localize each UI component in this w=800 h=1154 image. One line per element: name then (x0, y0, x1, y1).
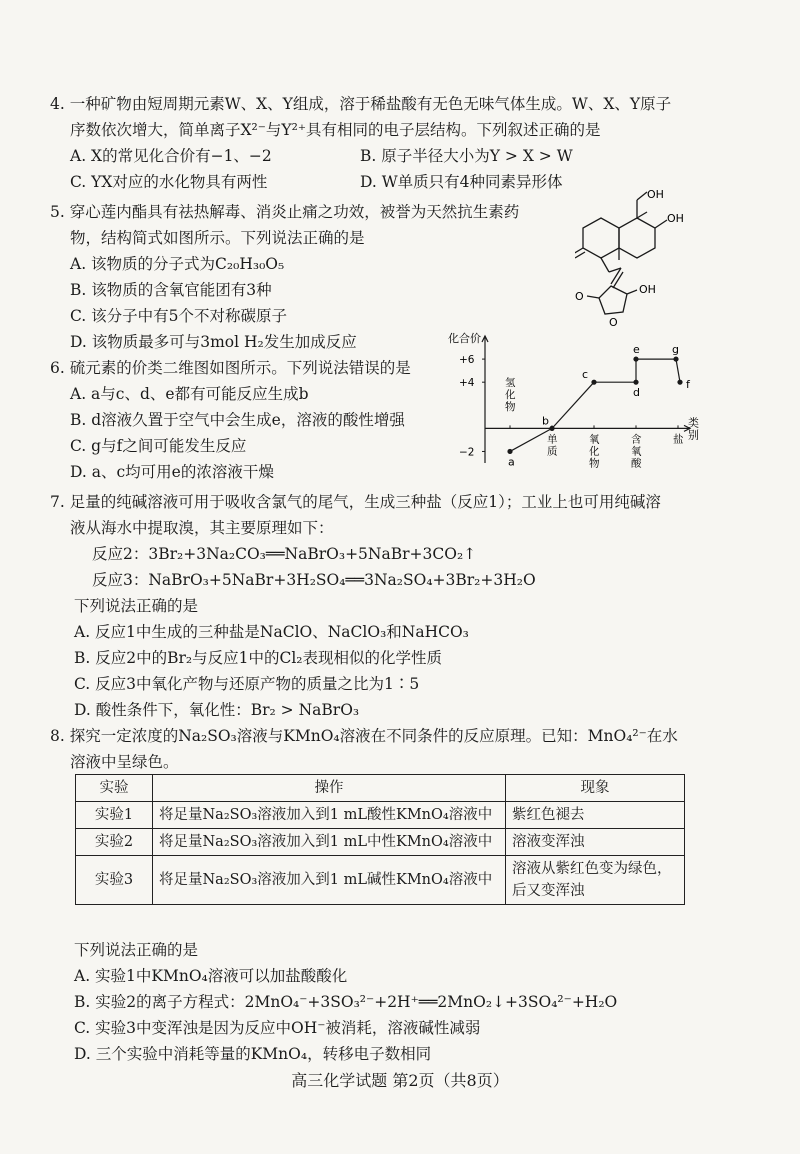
q5-option-c: C. 该分子中有5个不对称碳原子 (70, 307, 288, 325)
q8-option-d: D. 三个实验中消耗等量的KMnO₄，转移电子数相同 (74, 1045, 432, 1063)
q7-reaction-3: 反应3：NaBrO₃+5NaBr+3H₂SO₄══3Na₂SO₄+3Br₂+3H₂O (92, 571, 536, 589)
x-tick-label: 氧 (589, 433, 600, 446)
x-axis-label: 类 (688, 416, 699, 430)
q4-option-d: D. W单质只有4种同素异形体 (360, 173, 563, 191)
q8-option-a: A. 实验1中KMnO₄溶液可以加盐酸酸化 (74, 967, 348, 985)
q4-option-a: A. X的常见化合价有−1、−2 (70, 147, 272, 165)
row1-phenomenon: 紫红色褪去 (506, 802, 685, 829)
q5-option-d: D. 该物质最多可与3mol H₂发生加成反应 (70, 333, 357, 351)
x-tick-label: 化 (589, 445, 600, 458)
q4-option-c: C. YX对应的水化物具有两性 (70, 173, 268, 191)
x-tick-label: 氢 (505, 377, 516, 390)
structure-label-oh-top: OH (647, 190, 664, 201)
q5-stem-line2: 物，结构简式如图所示。下列说法正确的是 (70, 229, 365, 247)
q8-option-b: B. 实验2的离子方程式：2MnO₄⁻+3SO₃²⁻+2H⁺══2MnO₂↓+3SO₄²⁻+H₂O (74, 993, 618, 1011)
q6-option-d: D. a、c均可用e的浓溶液干燥 (70, 463, 274, 481)
q5-option-b: B. 该物质的含氧官能团有3种 (70, 281, 272, 299)
series-line (510, 428, 552, 451)
data-point-label: f (686, 378, 690, 392)
q7-stem-line1: 7. 足量的纯碱溶液可用于吸收含氯气的尾气，生成三种盐（反应1）；工业上也可用纯碱溶 (50, 493, 661, 511)
row3-name: 实验3 (76, 856, 153, 905)
data-point-label: c (582, 368, 589, 382)
row1-operation: 将足量Na₂SO₃溶液加入到1 mL酸性KMnO₄溶液中 (153, 802, 506, 829)
row2-name: 实验2 (76, 829, 153, 856)
q6-stem: 6. 硫元素的价类二维图如图所示。下列说法错误的是 (50, 359, 411, 377)
x-tick-label: 单 (547, 433, 558, 446)
data-point-label: a (508, 455, 515, 469)
q6-option-c: C. g与f之间可能发生反应 (70, 437, 247, 455)
q8-stem-line2: 溶液中呈绿色。 (70, 753, 179, 771)
molecular-structure-figure (575, 190, 715, 340)
data-point-label: b (542, 414, 549, 428)
table-row (76, 856, 685, 905)
table-row (76, 802, 685, 829)
q7-option-a: A. 反应1中生成的三种盐是NaClO、NaClO₃和NaHCO₃ (74, 623, 469, 641)
x-tick-label: 质 (547, 445, 558, 458)
q8-stem-line1: 8. 探究一定浓度的Na₂SO₃溶液与KMnO₄溶液在不同条件的反应原理。已知：MnO₄²⁻在水 (50, 727, 678, 745)
row3-phenomenon: 溶液从紫红色变为绿色，后又变浑浊 (506, 856, 685, 905)
experiment-table (75, 774, 685, 905)
q5-stem-line1: 5. 穿心莲内酯具有祛热解毒、消炎止痛之功效，被誉为天然抗生素药 (50, 203, 520, 221)
x-tick-label: 盐 (673, 433, 684, 446)
x-tick-label: 化 (505, 389, 516, 402)
data-point (591, 380, 596, 385)
q4-stem-line2: 序数依次增大，简单离子X²⁻与Y²⁺具有相同的电子层结构。下列叙述正确的是 (70, 121, 601, 139)
data-point (633, 356, 638, 361)
series-line (552, 382, 594, 428)
q7-option-b: B. 反应2中的Br₂与反应1中的Cl₂表现相似的化学性质 (74, 649, 443, 667)
q6-option-a: A. a与c、d、e都有可能反应生成b (70, 385, 309, 403)
y-tick-label: +6 (459, 354, 475, 367)
row3-operation: 将足量Na₂SO₃溶液加入到1 mL碱性KMnO₄溶液中 (153, 856, 506, 905)
header-operation: 操作 (153, 775, 506, 802)
table-row (76, 829, 685, 856)
data-point (677, 380, 682, 385)
x-tick-label: 酸 (631, 457, 642, 470)
x-axis-label: 别 (688, 428, 699, 442)
data-point (633, 380, 638, 385)
q4-option-b: B. 原子半径大小为Y > X > W (360, 147, 573, 165)
y-tick-label: +4 (459, 377, 475, 390)
q7-option-c: C. 反应3中氧化产物与还原产物的质量之比为1∶5 (74, 675, 420, 693)
y-tick-label: −2 (459, 446, 475, 459)
structure-label-carbonyl-o: O (575, 290, 584, 303)
y-axis-label: 化合价 (448, 332, 481, 345)
x-tick-label: 物 (589, 457, 600, 470)
q7-ask: 下列说法正确的是 (74, 597, 199, 615)
x-tick-label: 物 (505, 401, 516, 414)
series-line (676, 359, 680, 382)
data-point-label: d (633, 386, 640, 400)
data-point (673, 356, 678, 361)
q7-option-d: D. 酸性条件下，氧化性：Br₂ > NaBrO₃ (74, 701, 360, 719)
x-tick-label: 氧 (631, 445, 642, 458)
structure-label-ring-o: O (609, 316, 618, 329)
q8-ask: 下列说法正确的是 (74, 941, 199, 959)
data-point-label: g (672, 343, 679, 357)
row1-name: 实验1 (76, 802, 153, 829)
header-experiment: 实验 (76, 775, 153, 802)
data-point (549, 426, 554, 431)
header-phenomenon: 现象 (506, 775, 685, 802)
q7-reaction-2: 反应2：3Br₂+3Na₂CO₃══NaBrO₃+5NaBr+3CO₂↑ (92, 545, 477, 563)
q7-stem-line2: 液从海水中提取溴，其主要原理如下： (70, 519, 334, 537)
data-point-label: e (633, 343, 640, 357)
table-header-row (76, 775, 685, 802)
data-point (507, 449, 512, 454)
q5-option-a: A. 该物质的分子式为C₂₀H₃₀O₅ (70, 255, 285, 273)
page-footer: 高三化学试题 第2页（共8页） (291, 1071, 509, 1090)
row2-phenomenon: 溶液变浑浊 (506, 829, 685, 856)
q6-option-b: B. d溶液久置于空气中会生成e，溶液的酸性增强 (70, 411, 405, 429)
structure-label-oh-lactone: OH (639, 283, 656, 296)
x-tick-label: 含 (631, 433, 642, 446)
row2-operation: 将足量Na₂SO₃溶液加入到1 mL中性KMnO₄溶液中 (153, 829, 506, 856)
sulfur-valence-chart (440, 328, 700, 478)
q8-option-c: C. 实验3中变浑浊是因为反应中OH⁻被消耗，溶液碱性减弱 (74, 1019, 481, 1037)
structure-label-oh-right: OH (667, 212, 684, 225)
q4-stem-line1: 4. 一种矿物由短周期元素W、X、Y组成，溶于稀盐酸有无色无味气体生成。W、X、Y原子 (50, 95, 672, 113)
